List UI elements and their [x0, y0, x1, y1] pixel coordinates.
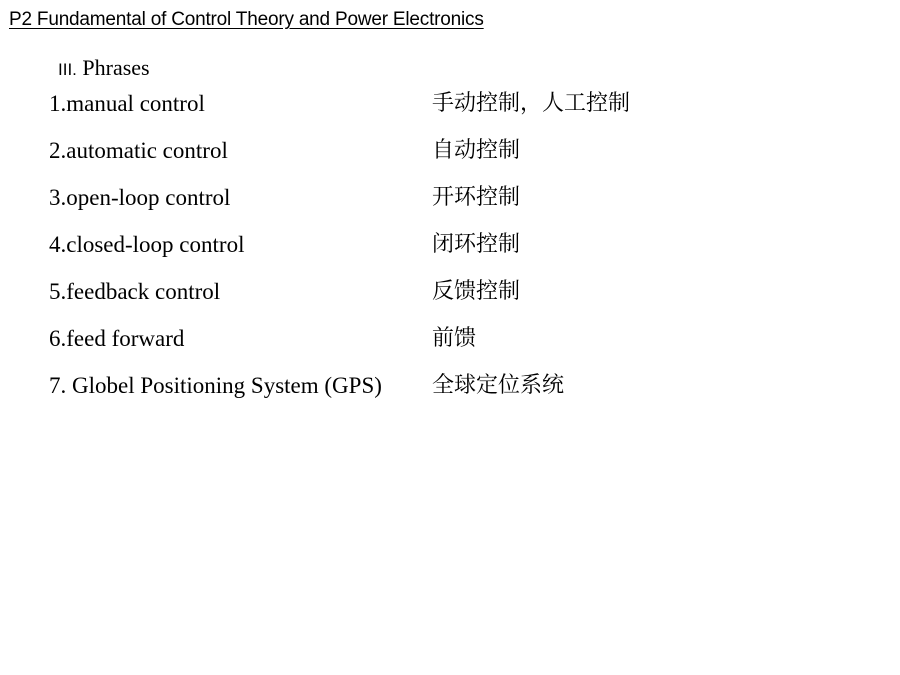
phrase-row — [49, 276, 749, 323]
phrase-chinese: 反馈控制 — [432, 279, 521, 304]
phrase-row — [49, 182, 749, 229]
section-heading — [58, 55, 150, 81]
phrase-english: 1.manual control — [49, 91, 205, 116]
phrase-english: 5.feedback control — [49, 279, 221, 304]
phrase-english: 3.open-loop control — [49, 185, 231, 210]
phrase-english: 2.automatic control — [49, 138, 228, 163]
phrase-row — [49, 88, 749, 135]
phrase-english: 4.closed-loop control — [49, 232, 245, 257]
slide-header-title: P2 Fundamental of Control Theory and Power Electronics — [9, 9, 484, 30]
phrase-chinese: 前馈 — [432, 326, 477, 351]
phrase-row — [49, 323, 749, 370]
phrase-english: 6.feed forward — [49, 326, 185, 351]
phrase-chinese: 全球定位系统 — [432, 373, 565, 398]
section-numeral: III. — [58, 60, 77, 79]
section-title: Phrases — [82, 55, 150, 80]
phrase-chinese: 开环控制 — [432, 185, 521, 210]
phrase-row — [49, 370, 749, 434]
phrase-chinese: 闭环控制 — [432, 232, 521, 257]
phrase-chinese: 手动控制，人工控制 — [432, 91, 631, 116]
phrase-row — [49, 229, 749, 276]
phrase-row — [49, 135, 749, 182]
phrase-english: 7. Globel Positioning System (GPS) — [49, 373, 382, 398]
phrase-list — [49, 88, 749, 434]
phrase-chinese: 自动控制 — [432, 138, 521, 163]
